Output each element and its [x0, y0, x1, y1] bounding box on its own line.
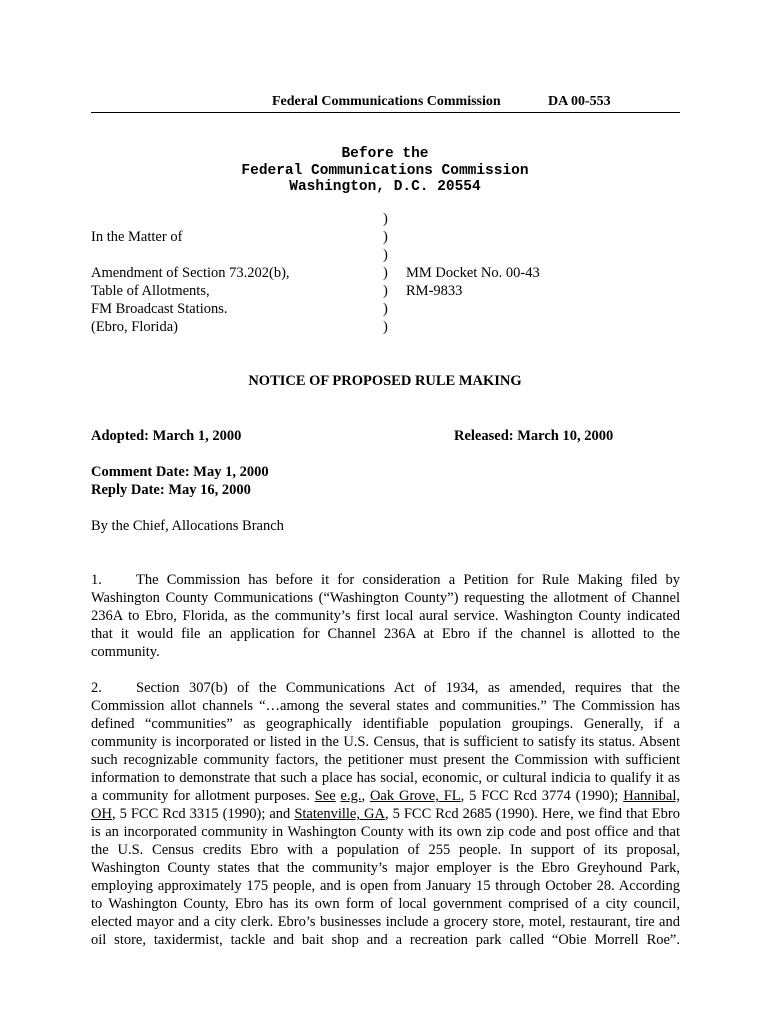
- citation-text: , 5 FCC Rcd 2685 (1990). Here, we find that Ebro: [384, 806, 680, 822]
- paren: ): [383, 247, 388, 263]
- citation-hannibal: Hannibal,: [623, 788, 680, 804]
- before-line-1: Before the: [341, 146, 429, 162]
- paren: ): [383, 265, 388, 281]
- paragraph-line: community is incorporated or listed in the U.S. Census, that is sufficient to satisfy its status. Absent: [91, 734, 680, 750]
- docket-number: MM Docket No. 00-43: [406, 265, 540, 281]
- rm-number: RM-9833: [406, 283, 463, 299]
- paragraph-line-citations: [91, 787, 680, 805]
- before-line-2: Federal Communications Commission: [241, 162, 529, 179]
- before-block: [0, 146, 770, 196]
- paren: ): [383, 229, 388, 245]
- header-agency: Federal Communications Commission: [272, 94, 501, 109]
- citation-oak-grove: Oak Grove, FL: [369, 788, 461, 804]
- citation-statenville: Statenville, GA: [294, 806, 385, 822]
- paragraph-line: the U.S. Census credits Ebro with a population of 255 people. In support of its proposal,: [91, 842, 680, 858]
- document-title: NOTICE OF PROPOSED RULE MAKING: [248, 373, 522, 389]
- paragraph-line: elected mayor and a city clerk. Ebro’s businesses include a grocery store, motel, restaurant, tire and: [91, 914, 680, 930]
- paragraph-line: employing approximately 175 people, and is open from January 15 through October 28. According: [91, 878, 680, 894]
- reply-date: Reply Date: May 16, 2000: [91, 482, 251, 498]
- by-line: By the Chief, Allocations Branch: [91, 518, 284, 534]
- paragraph-line: information to demonstrate that such a place has social, economic, or cultural indicia to qualify it as: [91, 770, 680, 786]
- paragraph-1: [91, 571, 680, 661]
- paragraph-line: community.: [91, 644, 160, 660]
- paragraph-line: is an incorporated community in Washington County with its own zip code and post office and that: [91, 824, 680, 840]
- paragraph-2: [91, 679, 680, 949]
- released-date: Released: March 10, 2000: [454, 428, 614, 444]
- citation-see: See: [314, 788, 336, 804]
- in-the-matter: In the Matter of: [91, 229, 183, 245]
- paragraph-line: 236A to Ebro, Florida, as the community’s first local aural service. Washington County indicated: [91, 608, 680, 624]
- paragraph-line: Washington County states that the community’s major employer is the Ebro Greyhound Park,: [91, 860, 680, 876]
- paragraph-number: 2.: [91, 680, 102, 696]
- paren: ): [383, 283, 388, 299]
- before-line-3: Washington, D.C. 20554: [289, 179, 481, 195]
- caption-subject-line: Amendment of Section 73.202(b),: [91, 265, 290, 281]
- docket-block: [406, 264, 540, 300]
- caption-subject-line: FM Broadcast Stations.: [91, 301, 228, 317]
- citation-text: , 5 FCC Rcd 3315 (1990); and: [111, 806, 295, 822]
- paragraph-line: oil store, taxidermist, tackle and bait shop and a recreation park called “Obie Morrell Roe”.: [91, 932, 680, 948]
- header-da-number: DA 00-553: [548, 94, 611, 109]
- paragraph-line: Commission allot channels “…among the several states and communities.” The Commission has: [91, 698, 680, 714]
- caption-divider: [383, 210, 388, 336]
- caption-subject-line: Table of Allotments,: [91, 283, 210, 299]
- paren: ): [383, 301, 388, 317]
- paren: ): [383, 319, 388, 335]
- paragraph-line: Section 307(b) of the Communications Act of 1934, as amended, requires that the: [136, 680, 680, 696]
- paragraph-line: defined “communities” as geographically identifiable population groupings. Generally, if a: [91, 716, 680, 732]
- paragraph-line: The Commission has before it for consideration a Petition for Rule Making filed by: [136, 572, 680, 588]
- paragraph-line-citations: [91, 805, 680, 823]
- citation-eg: e.g.: [340, 788, 362, 804]
- adopted-date: Adopted: March 1, 2000: [91, 428, 242, 444]
- paragraph-number: 1.: [91, 572, 102, 588]
- paragraph-line: such recognizable community factors, the petitioner must present the Commission with sufficient: [91, 752, 680, 768]
- page-header: [91, 94, 680, 113]
- caption-subject-line: (Ebro, Florida): [91, 319, 178, 335]
- paragraph-line: to Washington County, Ebro has its own form of local government comprised of a city council,: [91, 896, 680, 912]
- caption-subject: [91, 264, 290, 336]
- paragraph-line: that it would file an application for Channel 236A at Ebro if the channel is allotted to the: [91, 626, 680, 642]
- comment-date: Comment Date: May 1, 2000: [91, 464, 269, 480]
- citation-text: a community for allotment purposes.: [91, 788, 315, 804]
- citation-text: ,: [361, 788, 370, 804]
- paren: ): [383, 211, 388, 227]
- citation-text: , 5 FCC Rcd 3774 (1990);: [460, 788, 624, 804]
- citation-oh: OH: [91, 806, 112, 822]
- paragraph-line: Washington County Communications (“Washington County”) requesting the allotment of Channel: [91, 590, 680, 606]
